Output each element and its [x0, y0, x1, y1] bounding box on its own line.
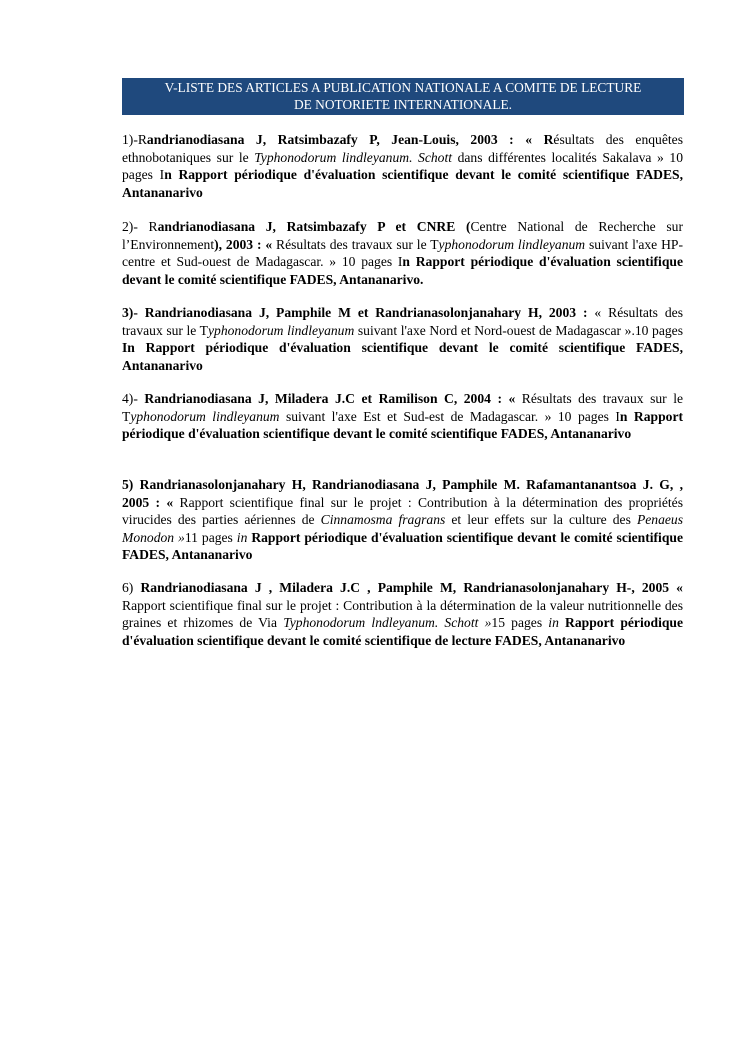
ref-venue: n Rapport périodique d'évaluation scientifique devant le comité scientifique FADES, Antananarivo	[122, 408, 684, 441]
ref-title: Résultats des travaux sur le T	[272, 236, 439, 252]
section-header	[122, 78, 684, 115]
ref-pages: 15 pages	[491, 615, 549, 630]
ref-number: 6)	[122, 580, 141, 595]
ref-species-2: Penaeus Monodon »	[122, 512, 683, 545]
reference-3	[122, 304, 683, 374]
ref-organization: Centre National de Recherche sur l’Environnement	[122, 219, 683, 252]
reference-5	[122, 476, 683, 564]
ref-authors: Randrianodiasana J, Miladera J.C et Ramilison C, 2004 : «	[144, 391, 516, 406]
ref-venue: In Rapport périodique d'évaluation scientifique devant le comité scientifique FADES, Antananarivo	[122, 340, 683, 373]
ref-title-cont: suivant l'axe Est et Sud-est de Madagascar. » 10 pages I	[279, 408, 620, 424]
reference-2	[122, 218, 683, 288]
ref-venue: n Rapport périodique d'évaluation scientifique devant le comité scientifique FADES, Antananarivo	[122, 167, 683, 200]
ref-species: yphonodorum lindleyanum	[438, 236, 586, 252]
ref-species: yphonodorum lindleyanum	[130, 408, 280, 424]
ref-in: in	[548, 615, 559, 630]
ref-authors: andrianodiasana J, Ratsimbazafy P, Jean-Louis, 2003 : « R	[146, 132, 554, 147]
ref-pages: 11 pages	[184, 529, 237, 545]
ref-authors: Randrianodiasana J , Miladera J.C , Pamphile M, Randrianasolonjanahary H-, 2005 «	[140, 580, 683, 595]
ref-species: Typhonodorum lindleyanum. Schott	[254, 149, 453, 165]
ref-title-cont: suivant l'axe HP-centre et Sud-ouest de Madagascar. » 10 pages I	[122, 236, 683, 269]
ref-species: yphonodorum lindleyanum	[207, 322, 355, 338]
ref-title-cont: et leur effets sur la culture des	[445, 512, 637, 527]
ref-authors: 5) Randrianasolonjanahary H, Randrianodiasana J, Pamphile M. Rafamantanantsoa J. G, , 2005 : «	[122, 477, 683, 510]
ref-venue: n Rapport périodique d'évaluation scientifique devant le comité scientifique FADES, Antananarivo.	[122, 254, 683, 287]
ref-species: Typhonodorum lndleyanum. Schott »	[283, 615, 492, 630]
ref-in: in	[236, 529, 248, 545]
section-title-line-1: V-LISTE DES ARTICLES A PUBLICATION NATIONALE A COMITE DE LECTURE	[164, 80, 642, 95]
ref-venue: Rapport périodique d'évaluation scientifique devant le comité scientifique FADES, Antananarivo	[122, 529, 683, 562]
reference-4	[122, 390, 683, 443]
ref-number: 4)-	[122, 391, 145, 406]
reference-1	[122, 131, 683, 201]
ref-title: Rapport scientifique final sur le projet : Contribution à la détermination de la valeur nutritionnelle des graines et rhizomes de Via	[122, 597, 683, 630]
ref-number: 2)- R	[122, 219, 158, 234]
reference-6	[122, 579, 683, 649]
ref-title: « Résultats des travaux sur le T	[122, 305, 683, 338]
ref-venue: Rapport périodique d'évaluation scientifique devant le comité scientifique de lecture FADES, Antananarivo	[122, 615, 684, 648]
ref-species: Cinnamosma fragrans	[320, 512, 446, 527]
ref-title-cont: suivant l'axe Nord et Nord-ouest de Madagascar ».10 pages	[354, 322, 683, 338]
section-title-line-2: DE NOTORIETE INTERNATIONALE.	[293, 97, 513, 112]
ref-title: Résultats des travaux sur le T	[122, 391, 684, 424]
ref-authors: andrianodiasana J, Ratsimbazafy P et CNRE (	[157, 219, 471, 234]
ref-title-cont: dans différentes localités Sakalava » 10 pages I	[122, 149, 683, 182]
ref-year: ), 2003 : «	[214, 236, 273, 252]
ref-title: ésultats des enquêtes ethnobotaniques sur le	[122, 132, 683, 165]
ref-number: 1)-R	[122, 132, 147, 147]
ref-authors: 3)- Randrianodiasana J, Pamphile M et Randrianasolonjanahary H, 2003 :	[122, 305, 595, 320]
ref-title: Rapport scientifique final sur le projet : Contribution à la détermination des propriétés virucides des parties aériennes de	[122, 494, 683, 527]
